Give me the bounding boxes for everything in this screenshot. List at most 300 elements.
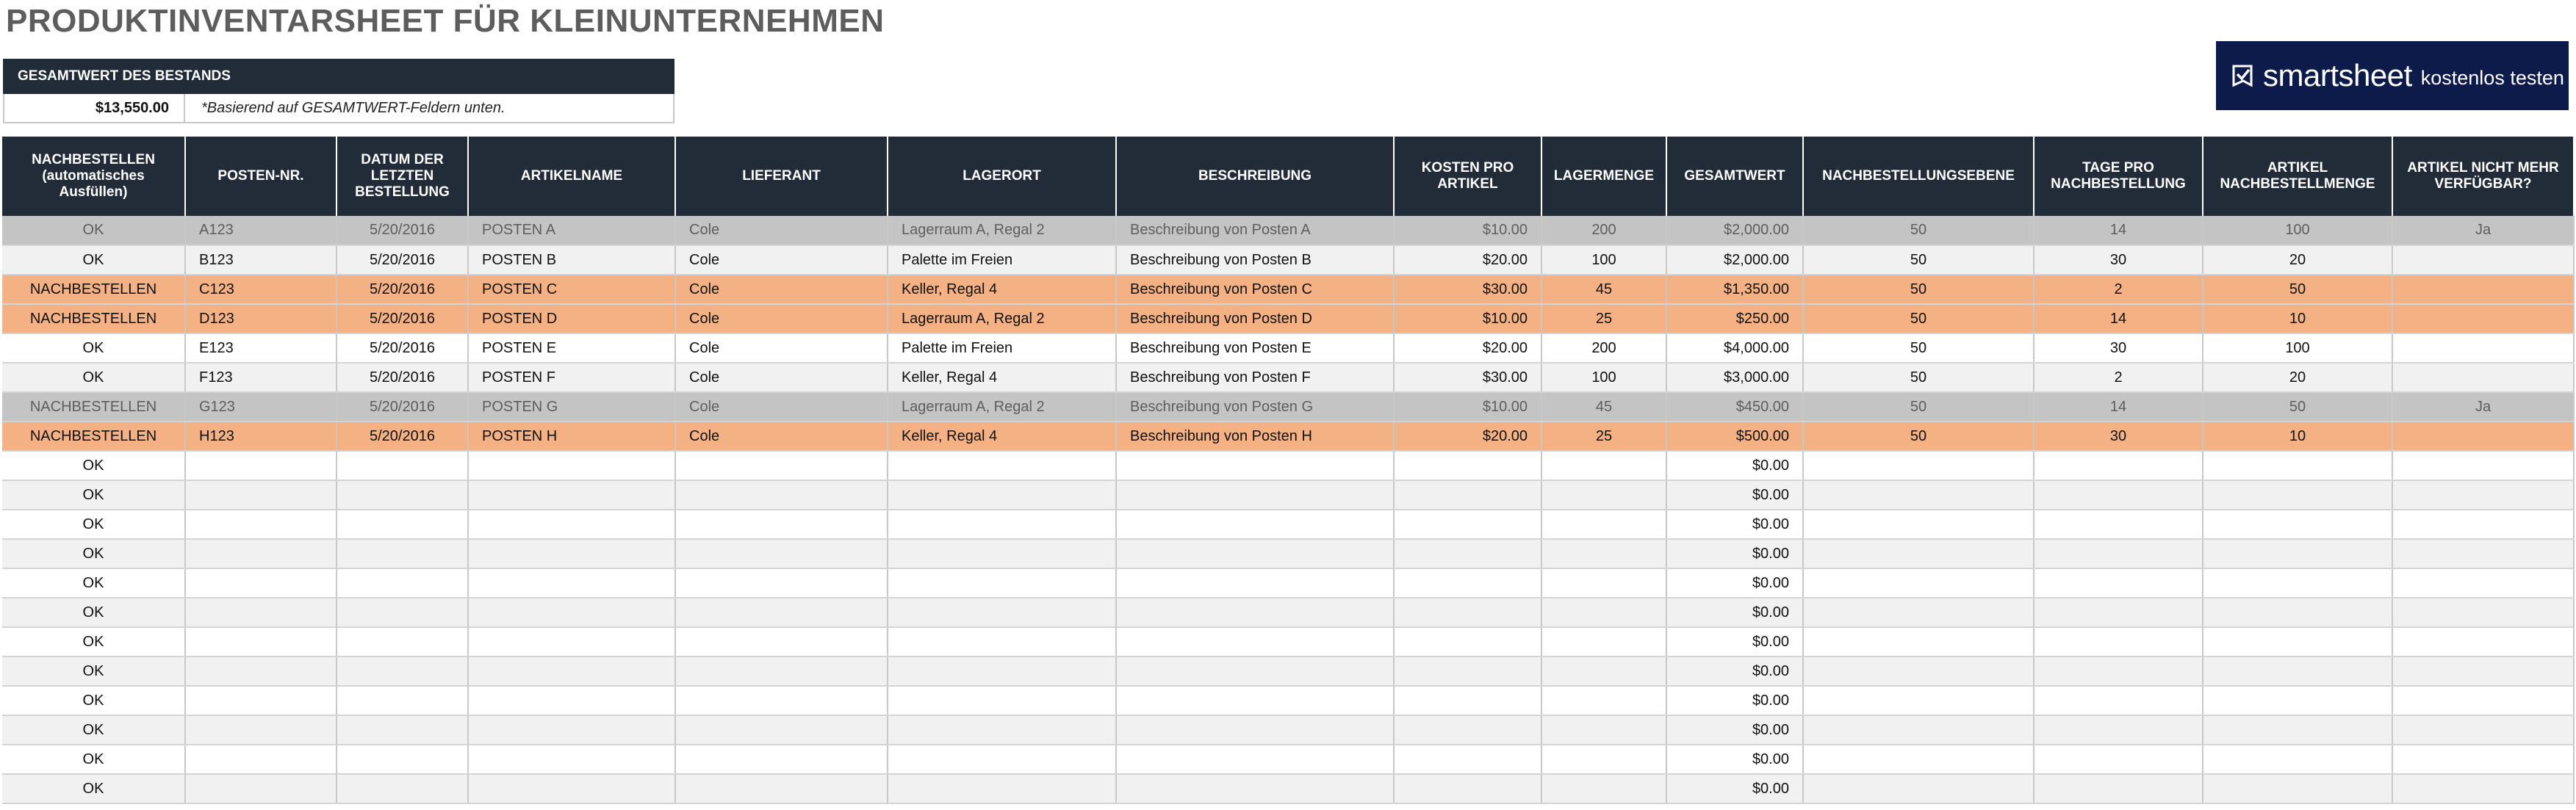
col-kosten-cell[interactable] <box>1394 568 1541 598</box>
col-lagermenge-cell[interactable] <box>1541 686 1666 715</box>
col-nachbestellungsebene-cell[interactable]: 50 <box>1803 216 2034 245</box>
col-artikelname-cell[interactable]: POSTEN C <box>468 275 675 304</box>
col-tage-cell[interactable] <box>2034 451 2203 480</box>
col-datum-cell[interactable] <box>337 451 468 480</box>
col-beschreibung-cell[interactable] <box>1116 568 1394 598</box>
col-nachbestellungsebene-cell[interactable] <box>1803 539 2034 568</box>
col-nachbestellmenge-cell[interactable] <box>2203 451 2392 480</box>
col-nachbestellen-cell[interactable]: OK <box>2 539 185 568</box>
col-nicht-verfuegbar-cell[interactable] <box>2392 510 2574 539</box>
col-datum-cell[interactable] <box>337 510 468 539</box>
col-lieferant-cell[interactable] <box>675 568 888 598</box>
col-nicht-verfuegbar-cell[interactable] <box>2392 598 2574 627</box>
col-lagermenge-cell[interactable] <box>1541 774 1666 803</box>
col-lagerort-cell[interactable]: Keller, Regal 4 <box>888 422 1116 451</box>
col-lieferant-cell[interactable] <box>675 745 888 774</box>
col-lagerort-cell[interactable]: Palette im Freien <box>888 245 1116 275</box>
col-nicht-verfuegbar-cell[interactable] <box>2392 774 2574 803</box>
col-nachbestellmenge-cell[interactable]: 10 <box>2203 422 2392 451</box>
col-kosten-cell[interactable]: $20.00 <box>1394 422 1541 451</box>
col-posten-nr-cell[interactable] <box>185 510 337 539</box>
col-datum-cell[interactable] <box>337 774 468 803</box>
col-nicht-verfuegbar-cell[interactable] <box>2392 657 2574 686</box>
col-artikelname-cell[interactable] <box>468 745 675 774</box>
col-tage-cell[interactable] <box>2034 715 2203 745</box>
col-artikelname-cell[interactable] <box>468 568 675 598</box>
col-nicht-verfuegbar-cell[interactable] <box>2392 451 2574 480</box>
col-datum-cell[interactable] <box>337 539 468 568</box>
col-lieferant-cell[interactable]: Cole <box>675 392 888 422</box>
col-lagermenge-cell[interactable] <box>1541 715 1666 745</box>
col-lagerort-cell[interactable]: Keller, Regal 4 <box>888 363 1116 392</box>
col-kosten-cell[interactable]: $20.00 <box>1394 245 1541 275</box>
col-datum-cell[interactable] <box>337 745 468 774</box>
col-kosten-cell[interactable] <box>1394 627 1541 657</box>
col-nachbestellungsebene-cell[interactable]: 50 <box>1803 363 2034 392</box>
col-nachbestellmenge-cell[interactable] <box>2203 539 2392 568</box>
col-beschreibung-cell[interactable] <box>1116 774 1394 803</box>
col-lagermenge-cell[interactable]: 200 <box>1541 333 1666 363</box>
col-nachbestellmenge-cell[interactable] <box>2203 598 2392 627</box>
col-kosten-cell[interactable]: $10.00 <box>1394 216 1541 245</box>
col-nachbestellen-cell[interactable]: NACHBESTELLEN <box>2 275 185 304</box>
col-lagermenge-cell[interactable] <box>1541 480 1666 510</box>
col-gesamtwert-cell[interactable]: $2,000.00 <box>1666 216 1803 245</box>
col-kosten-cell[interactable]: $10.00 <box>1394 392 1541 422</box>
col-gesamtwert-cell[interactable]: $0.00 <box>1666 686 1803 715</box>
col-kosten-cell[interactable] <box>1394 745 1541 774</box>
col-datum-cell[interactable]: 5/20/2016 <box>337 304 468 333</box>
col-nicht-verfuegbar-cell[interactable] <box>2392 363 2574 392</box>
col-nachbestellen-cell[interactable]: OK <box>2 598 185 627</box>
col-posten-nr-cell[interactable]: H123 <box>185 422 337 451</box>
col-lagerort-cell[interactable] <box>888 774 1116 803</box>
col-kosten-cell[interactable] <box>1394 657 1541 686</box>
col-lagermenge-cell[interactable] <box>1541 657 1666 686</box>
col-tage-header[interactable]: TAGE PRO NACHBESTELLUNG <box>2034 137 2203 216</box>
col-lagerort-cell[interactable] <box>888 510 1116 539</box>
col-tage-cell[interactable]: 2 <box>2034 275 2203 304</box>
col-beschreibung-cell[interactable]: Beschreibung von Posten D <box>1116 304 1394 333</box>
col-lieferant-cell[interactable] <box>675 510 888 539</box>
col-lagerort-cell[interactable]: Palette im Freien <box>888 333 1116 363</box>
col-lagermenge-cell[interactable] <box>1541 745 1666 774</box>
col-posten-nr-cell[interactable]: F123 <box>185 363 337 392</box>
table-row <box>2 451 2574 480</box>
col-nachbestellen-header[interactable]: NACHBESTELLEN (automatisches Ausfüllen) <box>2 137 185 216</box>
col-nachbestellungsebene-cell[interactable]: 50 <box>1803 392 2034 422</box>
col-nicht-verfuegbar-cell[interactable] <box>2392 480 2574 510</box>
col-beschreibung-cell[interactable]: Beschreibung von Posten C <box>1116 275 1394 304</box>
col-nicht-verfuegbar-cell[interactable] <box>2392 539 2574 568</box>
col-tage-cell[interactable] <box>2034 480 2203 510</box>
col-nachbestellmenge-cell[interactable] <box>2203 510 2392 539</box>
col-lagermenge-cell[interactable]: 45 <box>1541 275 1666 304</box>
col-artikelname-header[interactable]: ARTIKELNAME <box>468 137 675 216</box>
col-tage-cell[interactable] <box>2034 686 2203 715</box>
col-tage-cell[interactable]: 30 <box>2034 245 2203 275</box>
col-kosten-cell[interactable] <box>1394 451 1541 480</box>
col-datum-cell[interactable]: 5/20/2016 <box>337 363 468 392</box>
col-kosten-header[interactable]: KOSTEN PRO ARTIKEL <box>1394 137 1541 216</box>
col-posten-nr-cell[interactable]: G123 <box>185 392 337 422</box>
col-nachbestellmenge-cell[interactable] <box>2203 480 2392 510</box>
col-beschreibung-cell[interactable] <box>1116 686 1394 715</box>
col-tage-cell[interactable]: 14 <box>2034 216 2203 245</box>
col-datum-cell[interactable] <box>337 657 468 686</box>
col-tage-cell[interactable] <box>2034 627 2203 657</box>
summary-total-value[interactable]: $13,550.00 <box>4 94 185 122</box>
col-posten-nr-cell[interactable] <box>185 451 337 480</box>
smartsheet-promo-banner[interactable] <box>2216 41 2569 110</box>
col-datum-cell[interactable] <box>337 627 468 657</box>
col-lieferant-cell[interactable]: Cole <box>675 245 888 275</box>
col-nachbestellmenge-cell[interactable]: 100 <box>2203 216 2392 245</box>
col-lagerort-header[interactable]: LAGERORT <box>888 137 1116 216</box>
col-nachbestellmenge-cell[interactable]: 50 <box>2203 275 2392 304</box>
col-posten-nr-cell[interactable] <box>185 774 337 803</box>
col-lieferant-cell[interactable]: Cole <box>675 216 888 245</box>
col-gesamtwert-cell[interactable]: $0.00 <box>1666 539 1803 568</box>
col-nachbestellen-cell[interactable]: OK <box>2 568 185 598</box>
col-nachbestellungsebene-header[interactable]: NACHBESTELLUNGSEBENE <box>1803 137 2034 216</box>
col-nachbestellen-cell[interactable]: OK <box>2 686 185 715</box>
col-gesamtwert-cell[interactable]: $0.00 <box>1666 745 1803 774</box>
col-nachbestellen-cell[interactable]: OK <box>2 333 185 363</box>
col-lieferant-cell[interactable] <box>675 715 888 745</box>
col-kosten-cell[interactable]: $30.00 <box>1394 275 1541 304</box>
col-posten-nr-cell[interactable] <box>185 745 337 774</box>
col-gesamtwert-cell[interactable]: $250.00 <box>1666 304 1803 333</box>
col-artikelname-cell[interactable] <box>468 539 675 568</box>
col-gesamtwert-header[interactable]: GESAMTWERT <box>1666 137 1803 216</box>
col-beschreibung-header[interactable]: BESCHREIBUNG <box>1116 137 1394 216</box>
col-posten-nr-header[interactable]: POSTEN-NR. <box>185 137 337 216</box>
col-gesamtwert-cell[interactable]: $0.00 <box>1666 451 1803 480</box>
col-lagerort-cell[interactable] <box>888 598 1116 627</box>
col-nachbestellungsebene-cell[interactable] <box>1803 745 2034 774</box>
col-lagermenge-cell[interactable] <box>1541 568 1666 598</box>
col-kosten-cell[interactable] <box>1394 598 1541 627</box>
col-gesamtwert-cell[interactable]: $2,000.00 <box>1666 245 1803 275</box>
col-nachbestellungsebene-cell[interactable] <box>1803 598 2034 627</box>
col-nachbestellen-cell[interactable]: NACHBESTELLEN <box>2 392 185 422</box>
col-nachbestellmenge-cell[interactable]: 20 <box>2203 363 2392 392</box>
col-posten-nr-cell[interactable] <box>185 715 337 745</box>
col-nachbestellungsebene-cell[interactable]: 50 <box>1803 304 2034 333</box>
col-beschreibung-cell[interactable] <box>1116 745 1394 774</box>
col-nachbestellungsebene-cell[interactable]: 50 <box>1803 245 2034 275</box>
col-beschreibung-cell[interactable]: Beschreibung von Posten E <box>1116 333 1394 363</box>
col-gesamtwert-cell[interactable]: $0.00 <box>1666 480 1803 510</box>
col-beschreibung-cell[interactable] <box>1116 480 1394 510</box>
col-nicht-verfuegbar-cell[interactable] <box>2392 333 2574 363</box>
col-posten-nr-cell[interactable]: E123 <box>185 333 337 363</box>
col-lagerort-cell[interactable] <box>888 657 1116 686</box>
col-datum-cell[interactable] <box>337 686 468 715</box>
col-datum-cell[interactable]: 5/20/2016 <box>337 216 468 245</box>
col-nicht-verfuegbar-cell[interactable] <box>2392 422 2574 451</box>
col-artikelname-cell[interactable] <box>468 686 675 715</box>
col-lieferant-cell[interactable]: Cole <box>675 363 888 392</box>
col-artikelname-cell[interactable] <box>468 715 675 745</box>
col-nicht-verfuegbar-cell[interactable] <box>2392 627 2574 657</box>
col-tage-cell[interactable] <box>2034 568 2203 598</box>
col-lagerort-cell[interactable]: Keller, Regal 4 <box>888 275 1116 304</box>
col-nachbestellungsebene-cell[interactable]: 50 <box>1803 333 2034 363</box>
col-lagerort-cell[interactable] <box>888 745 1116 774</box>
col-lieferant-header[interactable]: LIEFERANT <box>675 137 888 216</box>
col-gesamtwert-cell[interactable]: $0.00 <box>1666 715 1803 745</box>
col-nachbestellmenge-cell[interactable] <box>2203 686 2392 715</box>
col-posten-nr-cell[interactable] <box>185 686 337 715</box>
col-nicht-verfuegbar-cell[interactable] <box>2392 745 2574 774</box>
col-beschreibung-cell[interactable]: Beschreibung von Posten F <box>1116 363 1394 392</box>
col-gesamtwert-cell[interactable]: $4,000.00 <box>1666 333 1803 363</box>
col-nachbestellungsebene-cell[interactable] <box>1803 627 2034 657</box>
col-nachbestellmenge-cell[interactable] <box>2203 715 2392 745</box>
col-datum-header[interactable]: DATUM DER LETZTEN BESTELLUNG <box>337 137 468 216</box>
col-lagerort-cell[interactable] <box>888 627 1116 657</box>
col-posten-nr-cell[interactable]: C123 <box>185 275 337 304</box>
col-lagermenge-cell[interactable]: 100 <box>1541 363 1666 392</box>
col-nachbestellungsebene-cell[interactable] <box>1803 686 2034 715</box>
col-artikelname-cell[interactable] <box>468 510 675 539</box>
col-nicht-verfuegbar-cell[interactable]: Ja <box>2392 216 2574 245</box>
col-nachbestellmenge-header[interactable]: ARTIKEL NACHBESTELLMENGE <box>2203 137 2392 216</box>
col-nachbestellen-cell[interactable]: OK <box>2 774 185 803</box>
col-nicht-verfuegbar-cell[interactable] <box>2392 715 2574 745</box>
col-nachbestellungsebene-cell[interactable] <box>1803 774 2034 803</box>
col-nicht-verfuegbar-cell[interactable] <box>2392 686 2574 715</box>
col-artikelname-cell[interactable] <box>468 627 675 657</box>
col-lagermenge-cell[interactable] <box>1541 539 1666 568</box>
col-artikelname-cell[interactable] <box>468 598 675 627</box>
col-lagerort-cell[interactable] <box>888 539 1116 568</box>
col-nachbestellen-cell[interactable]: OK <box>2 745 185 774</box>
col-gesamtwert-cell[interactable]: $500.00 <box>1666 422 1803 451</box>
col-lieferant-cell[interactable] <box>675 598 888 627</box>
col-datum-cell[interactable]: 5/20/2016 <box>337 422 468 451</box>
col-lieferant-cell[interactable] <box>675 774 888 803</box>
col-nachbestellungsebene-cell[interactable] <box>1803 568 2034 598</box>
col-gesamtwert-cell[interactable]: $3,000.00 <box>1666 363 1803 392</box>
col-lagermenge-cell[interactable] <box>1541 598 1666 627</box>
col-lieferant-cell[interactable] <box>675 539 888 568</box>
col-gesamtwert-cell[interactable]: $1,350.00 <box>1666 275 1803 304</box>
col-kosten-cell[interactable] <box>1394 774 1541 803</box>
col-gesamtwert-cell[interactable]: $450.00 <box>1666 392 1803 422</box>
col-nachbestellmenge-cell[interactable]: 50 <box>2203 392 2392 422</box>
col-nachbestellen-cell[interactable]: OK <box>2 245 185 275</box>
col-beschreibung-cell[interactable]: Beschreibung von Posten B <box>1116 245 1394 275</box>
col-datum-cell[interactable] <box>337 568 468 598</box>
col-artikelname-cell[interactable]: POSTEN G <box>468 392 675 422</box>
col-kosten-cell[interactable]: $30.00 <box>1394 363 1541 392</box>
col-lieferant-cell[interactable]: Cole <box>675 304 888 333</box>
col-tage-cell[interactable]: 14 <box>2034 392 2203 422</box>
col-artikelname-cell[interactable]: POSTEN H <box>468 422 675 451</box>
col-gesamtwert-cell[interactable]: $0.00 <box>1666 598 1803 627</box>
col-nicht-verfuegbar-cell[interactable]: Ja <box>2392 392 2574 422</box>
col-nachbestellungsebene-cell[interactable] <box>1803 451 2034 480</box>
col-datum-cell[interactable]: 5/20/2016 <box>337 333 468 363</box>
col-kosten-cell[interactable] <box>1394 480 1541 510</box>
col-gesamtwert-cell[interactable]: $0.00 <box>1666 568 1803 598</box>
col-artikelname-cell[interactable]: POSTEN B <box>468 245 675 275</box>
col-nachbestellen-cell[interactable]: OK <box>2 657 185 686</box>
col-lagerort-cell[interactable] <box>888 715 1116 745</box>
col-lieferant-cell[interactable] <box>675 627 888 657</box>
col-nicht-verfuegbar-header[interactable]: ARTIKEL NICHT MEHR VERFÜGBAR? <box>2392 137 2574 216</box>
col-posten-nr-cell[interactable] <box>185 539 337 568</box>
col-nicht-verfuegbar-cell[interactable] <box>2392 568 2574 598</box>
col-tage-cell[interactable] <box>2034 774 2203 803</box>
col-lagermenge-header[interactable]: LAGERMENGE <box>1541 137 1666 216</box>
brand-cta: kostenlos testen <box>2420 66 2564 89</box>
col-lagerort-cell[interactable]: Lagerraum A, Regal 2 <box>888 304 1116 333</box>
col-kosten-cell[interactable] <box>1394 686 1541 715</box>
col-lagerort-cell[interactable] <box>888 451 1116 480</box>
col-nicht-verfuegbar-cell[interactable] <box>2392 304 2574 333</box>
col-beschreibung-cell[interactable] <box>1116 657 1394 686</box>
col-nachbestellen-cell[interactable]: OK <box>2 480 185 510</box>
col-nachbestellen-cell[interactable]: NACHBESTELLEN <box>2 422 185 451</box>
col-beschreibung-cell[interactable] <box>1116 539 1394 568</box>
col-posten-nr-cell[interactable] <box>185 627 337 657</box>
col-nachbestellen-cell[interactable]: OK <box>2 510 185 539</box>
col-posten-nr-cell[interactable] <box>185 657 337 686</box>
col-tage-cell[interactable] <box>2034 745 2203 774</box>
col-lagermenge-cell[interactable] <box>1541 510 1666 539</box>
col-gesamtwert-cell[interactable]: $0.00 <box>1666 657 1803 686</box>
col-posten-nr-cell[interactable] <box>185 568 337 598</box>
col-tage-cell[interactable] <box>2034 657 2203 686</box>
col-lagerort-cell[interactable]: Lagerraum A, Regal 2 <box>888 216 1116 245</box>
table-row <box>2 245 2574 275</box>
col-beschreibung-cell[interactable]: Beschreibung von Posten A <box>1116 216 1394 245</box>
col-tage-cell[interactable]: 30 <box>2034 333 2203 363</box>
col-lagermenge-cell[interactable] <box>1541 627 1666 657</box>
col-posten-nr-cell[interactable]: B123 <box>185 245 337 275</box>
col-lagermenge-cell[interactable]: 25 <box>1541 304 1666 333</box>
col-posten-nr-cell[interactable]: A123 <box>185 216 337 245</box>
col-nachbestellmenge-cell[interactable] <box>2203 657 2392 686</box>
col-kosten-cell[interactable] <box>1394 510 1541 539</box>
col-datum-cell[interactable]: 5/20/2016 <box>337 392 468 422</box>
col-artikelname-cell[interactable]: POSTEN F <box>468 363 675 392</box>
col-posten-nr-cell[interactable] <box>185 598 337 627</box>
col-nachbestellen-cell[interactable]: OK <box>2 216 185 245</box>
col-nachbestellungsebene-cell[interactable] <box>1803 657 2034 686</box>
col-tage-cell[interactable]: 14 <box>2034 304 2203 333</box>
col-nachbestellen-cell[interactable]: OK <box>2 627 185 657</box>
col-nachbestellmenge-cell[interactable] <box>2203 745 2392 774</box>
col-kosten-cell[interactable]: $10.00 <box>1394 304 1541 333</box>
col-nachbestellmenge-cell[interactable] <box>2203 568 2392 598</box>
col-nachbestellen-cell[interactable]: OK <box>2 363 185 392</box>
col-kosten-cell[interactable]: $20.00 <box>1394 333 1541 363</box>
col-beschreibung-cell[interactable] <box>1116 627 1394 657</box>
col-tage-cell[interactable] <box>2034 510 2203 539</box>
col-artikelname-cell[interactable] <box>468 451 675 480</box>
col-artikelname-cell[interactable] <box>468 480 675 510</box>
col-nachbestellungsebene-cell[interactable] <box>1803 510 2034 539</box>
col-nachbestellmenge-cell[interactable]: 20 <box>2203 245 2392 275</box>
col-gesamtwert-cell[interactable]: $0.00 <box>1666 510 1803 539</box>
col-lagermenge-cell[interactable]: 100 <box>1541 245 1666 275</box>
col-beschreibung-cell[interactable]: Beschreibung von Posten G <box>1116 392 1394 422</box>
col-beschreibung-cell[interactable]: Beschreibung von Posten H <box>1116 422 1394 451</box>
col-nachbestellmenge-cell[interactable] <box>2203 774 2392 803</box>
col-lagermenge-cell[interactable] <box>1541 451 1666 480</box>
col-tage-cell[interactable] <box>2034 539 2203 568</box>
col-artikelname-cell[interactable]: POSTEN A <box>468 216 675 245</box>
col-beschreibung-cell[interactable] <box>1116 598 1394 627</box>
col-kosten-cell[interactable] <box>1394 715 1541 745</box>
col-tage-cell[interactable] <box>2034 598 2203 627</box>
col-lagerort-cell[interactable] <box>888 686 1116 715</box>
col-nachbestellungsebene-cell[interactable] <box>1803 480 2034 510</box>
col-nachbestellungsebene-cell[interactable] <box>1803 715 2034 745</box>
col-gesamtwert-cell[interactable]: $0.00 <box>1666 774 1803 803</box>
col-posten-nr-cell[interactable]: D123 <box>185 304 337 333</box>
col-nachbestellen-cell[interactable]: OK <box>2 715 185 745</box>
col-lagerort-cell[interactable] <box>888 480 1116 510</box>
col-artikelname-cell[interactable] <box>468 657 675 686</box>
col-beschreibung-cell[interactable] <box>1116 510 1394 539</box>
col-beschreibung-cell[interactable] <box>1116 451 1394 480</box>
col-tage-cell[interactable]: 2 <box>2034 363 2203 392</box>
col-posten-nr-cell[interactable] <box>185 480 337 510</box>
col-gesamtwert-cell[interactable]: $0.00 <box>1666 627 1803 657</box>
col-nachbestellen-cell[interactable]: OK <box>2 451 185 480</box>
col-lieferant-cell[interactable] <box>675 480 888 510</box>
col-lieferant-cell[interactable]: Cole <box>675 333 888 363</box>
col-nachbestellungsebene-cell[interactable]: 50 <box>1803 275 2034 304</box>
col-nachbestellungsebene-cell[interactable]: 50 <box>1803 422 2034 451</box>
col-beschreibung-cell[interactable] <box>1116 715 1394 745</box>
col-lagermenge-cell[interactable]: 25 <box>1541 422 1666 451</box>
col-lagerort-cell[interactable] <box>888 568 1116 598</box>
col-datum-cell[interactable]: 5/20/2016 <box>337 275 468 304</box>
col-nachbestellen-cell[interactable]: NACHBESTELLEN <box>2 304 185 333</box>
col-nicht-verfuegbar-cell[interactable] <box>2392 275 2574 304</box>
col-datum-cell[interactable] <box>337 598 468 627</box>
col-kosten-cell[interactable] <box>1394 539 1541 568</box>
col-lagerort-cell[interactable]: Lagerraum A, Regal 2 <box>888 392 1116 422</box>
col-nachbestellmenge-cell[interactable]: 10 <box>2203 304 2392 333</box>
col-datum-cell[interactable] <box>337 480 468 510</box>
col-lieferant-cell[interactable]: Cole <box>675 422 888 451</box>
col-datum-cell[interactable]: 5/20/2016 <box>337 245 468 275</box>
col-artikelname-cell[interactable] <box>468 774 675 803</box>
col-artikelname-cell[interactable]: POSTEN E <box>468 333 675 363</box>
col-lagermenge-cell[interactable]: 45 <box>1541 392 1666 422</box>
col-nachbestellmenge-cell[interactable] <box>2203 627 2392 657</box>
col-datum-cell[interactable] <box>337 715 468 745</box>
col-nicht-verfuegbar-cell[interactable] <box>2392 245 2574 275</box>
col-lieferant-cell[interactable]: Cole <box>675 275 888 304</box>
col-tage-cell[interactable]: 30 <box>2034 422 2203 451</box>
col-lagermenge-cell[interactable]: 200 <box>1541 216 1666 245</box>
col-artikelname-cell[interactable]: POSTEN D <box>468 304 675 333</box>
col-lieferant-cell[interactable] <box>675 451 888 480</box>
col-lieferant-cell[interactable] <box>675 686 888 715</box>
col-nachbestellmenge-cell[interactable]: 100 <box>2203 333 2392 363</box>
summary-note[interactable]: *Basierend auf GESAMTWERT-Feldern unten. <box>201 100 506 116</box>
col-lieferant-cell[interactable] <box>675 657 888 686</box>
